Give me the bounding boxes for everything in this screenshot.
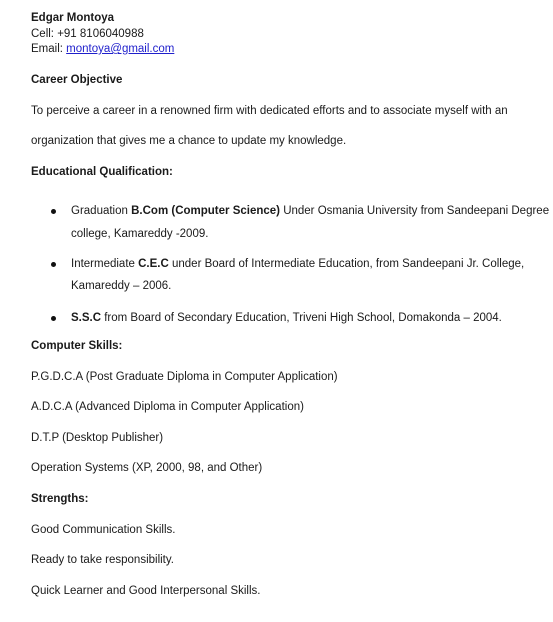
education-item-graduation-cont: college, Kamareddy -2009. — [71, 228, 209, 240]
skill-item: P.G.D.C.A (Post Graduate Diploma in Computer Application) — [31, 371, 338, 383]
edu-degree: C.E.C — [138, 258, 169, 270]
edu-degree: B.Com (Computer Science) — [131, 205, 280, 217]
candidate-name: Edgar Montoya — [31, 12, 115, 24]
skill-item: Operation Systems (XP, 2000, 98, and Other) — [31, 462, 263, 474]
career-objective-heading: Career Objective — [31, 74, 123, 86]
edu-prefix: Graduation — [71, 205, 132, 217]
strengths-heading: Strengths: — [31, 493, 89, 505]
edu-detail: Under Osmania University from Sandeepani Degree — [280, 205, 550, 217]
computer-skills-heading: Computer Skills: — [31, 340, 123, 352]
bullet-icon — [51, 262, 56, 267]
education-heading: Educational Qualification: — [31, 166, 173, 178]
education-item-graduation — [71, 204, 549, 219]
edu-prefix: Intermediate — [71, 258, 139, 270]
objective-text-line1: To perceive a career in a renowned firm with dedicated efforts and to associate myself with an — [31, 105, 508, 117]
education-item-intermediate — [71, 257, 524, 272]
edu-detail: from Board of Secondary Education, Triveni High School, Domakonda – 2004. — [101, 312, 502, 324]
cell-number: Cell: +91 8106040988 — [31, 28, 144, 40]
email-link[interactable]: montoya@gmail.com — [66, 43, 175, 55]
bullet-icon — [51, 209, 56, 214]
education-item-ssc — [71, 311, 502, 326]
strength-item: Ready to take responsibility. — [31, 554, 174, 566]
email-label: Email: — [31, 43, 67, 55]
education-item-intermediate-cont: Kamareddy – 2006. — [71, 280, 172, 292]
email-line — [31, 42, 174, 57]
edu-detail: under Board of Intermediate Education, from Sandeepani Jr. College, — [168, 258, 525, 270]
edu-degree: S.S.C — [71, 312, 102, 324]
strength-item: Good Communication Skills. — [31, 524, 176, 536]
objective-text-line2: organization that gives me a chance to update my knowledge. — [31, 135, 347, 147]
skill-item: A.D.C.A (Advanced Diploma in Computer Application) — [31, 401, 304, 413]
skill-item: D.T.P (Desktop Publisher) — [31, 432, 164, 444]
bullet-icon — [51, 316, 56, 321]
strength-item: Quick Learner and Good Interpersonal Skills. — [31, 585, 261, 597]
